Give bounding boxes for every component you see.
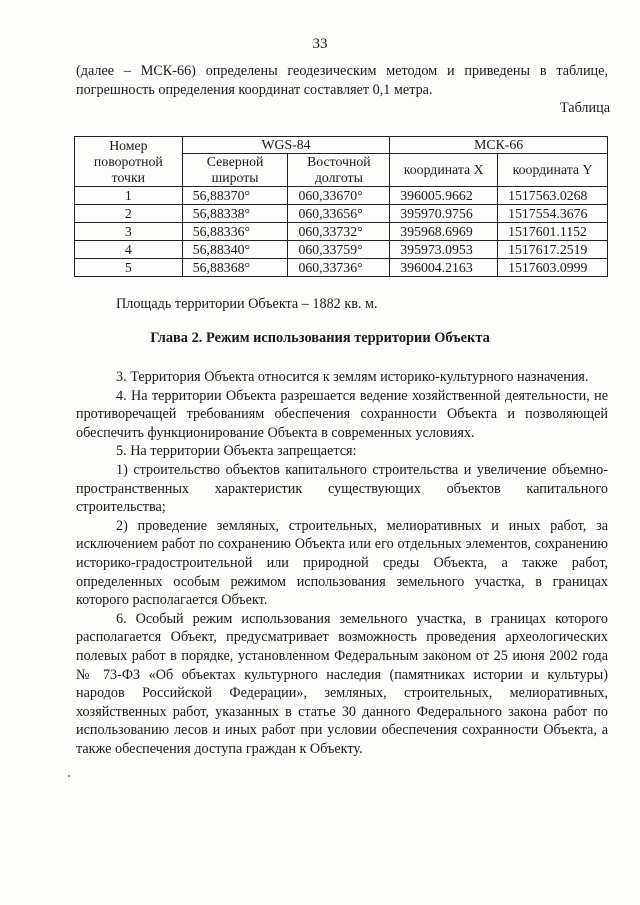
longitude-cell: 060,33759° — [288, 241, 390, 259]
intro-paragraph: (далее – МСК-66) определены геодезическим методом и приведены в таблице, погрешность определения координат составляет 0,1 метра. — [76, 63, 608, 98]
longitude-cell: 060,33656° — [288, 205, 390, 223]
coord-x-cell: 396005.9662 — [390, 187, 498, 205]
coord-y-cell: 1517563.0268 — [498, 187, 608, 205]
coordinates-table — [74, 136, 608, 277]
paragraph-3: 3. Территория Объекта относится к землям историко-культурного назначения. — [116, 369, 589, 385]
longitude-cell: 060,33736° — [288, 259, 390, 277]
longitude-cell: 060,33670° — [288, 187, 390, 205]
coord-x-cell: 395970.9756 — [390, 205, 498, 223]
header-latitude: Северной широты — [182, 154, 288, 187]
paragraph-6: 6. Особый режим использования земельного участка, в границах которого располагается Объект, предусматривает возможность проведения археологических полевых работ в порядке, установленном Федеральным законом от 25 июня 2002 года № 73-ФЗ «Об объектах культурного наследия (памятниках истории и культуры) народов Российской Федерации», земляных, строительных, мелиоративных, хозяйственных работ, указанных в статье 30 данного Федерального закона работ по использованию лесов и иных работ при условии обеспечения сохранности Объекта, а также обеспечения доступа граждан к Объекту. — [76, 610, 608, 757]
point-number: 3 — [75, 223, 183, 241]
coord-x-cell: 395973.0953 — [390, 241, 498, 259]
paragraph-5-item-2: 2) проведение земляных, строительных, мелиоративных и иных работ, за исключением работ по сохранению Объекта или его отдельных элементов, сохранению историко-градостроительной или природной среды Объекта, а также работ, определенных особым режимом использования земельного участка, в границах которого располагается Объект. — [76, 517, 608, 609]
paragraph-5: 5. На территории Объекта запрещается: — [116, 443, 357, 460]
paragraph-5-item-1: 1) строительство объектов капитального строительства и увеличение объемно-пространственных характеристик существующих объектов капитального строительства; — [76, 461, 608, 516]
table-row — [75, 259, 608, 277]
coord-y-cell: 1517617.2519 — [498, 241, 608, 259]
table-row — [75, 205, 608, 223]
scan-speck — [68, 775, 70, 777]
header-msk66: МСК-66 — [390, 137, 608, 154]
coord-y-cell: 1517601.1152 — [498, 223, 608, 241]
coord-x-cell: 396004.2163 — [390, 259, 498, 277]
coord-y-cell: 1517554.3676 — [498, 205, 608, 223]
table-row — [75, 187, 608, 205]
area-statement: Площадь территории Объекта – 1882 кв. м. — [116, 296, 378, 312]
point-number: 4 — [75, 241, 183, 259]
latitude-cell: 56,88370° — [182, 187, 288, 205]
chapter-title: Глава 2. Режим использования территории Объекта — [150, 330, 490, 346]
header-coord-x: координата X — [390, 154, 498, 187]
paragraph-4: 4. На территории Объекта разрешается ведение хозяйственной деятельности, не противоречащей требованиям обеспечения сохранности Объекта и позволяющей обеспечить функционирование Объекта в современных условиях. — [76, 387, 608, 441]
latitude-cell: 56,88368° — [182, 259, 288, 277]
page-number: 33 — [312, 36, 328, 52]
header-point-number: Номер поворотной точки — [75, 137, 183, 187]
point-number: 5 — [75, 259, 183, 277]
coord-x-cell: 395968.6969 — [390, 223, 498, 241]
body-text — [76, 368, 608, 758]
table-row — [75, 241, 608, 259]
longitude-cell: 060,33732° — [288, 223, 390, 241]
latitude-cell: 56,88340° — [182, 241, 288, 259]
header-wgs84: WGS-84 — [182, 137, 390, 154]
point-number: 1 — [75, 187, 183, 205]
table-caption: Таблица — [559, 100, 610, 116]
coord-y-cell: 1517603.0999 — [498, 259, 608, 277]
table-row — [75, 223, 608, 241]
header-longitude: Восточной долготы — [288, 154, 390, 187]
latitude-cell: 56,88338° — [182, 205, 288, 223]
point-number: 2 — [75, 205, 183, 223]
header-coord-y: координата Y — [498, 154, 608, 187]
latitude-cell: 56,88336° — [182, 223, 288, 241]
